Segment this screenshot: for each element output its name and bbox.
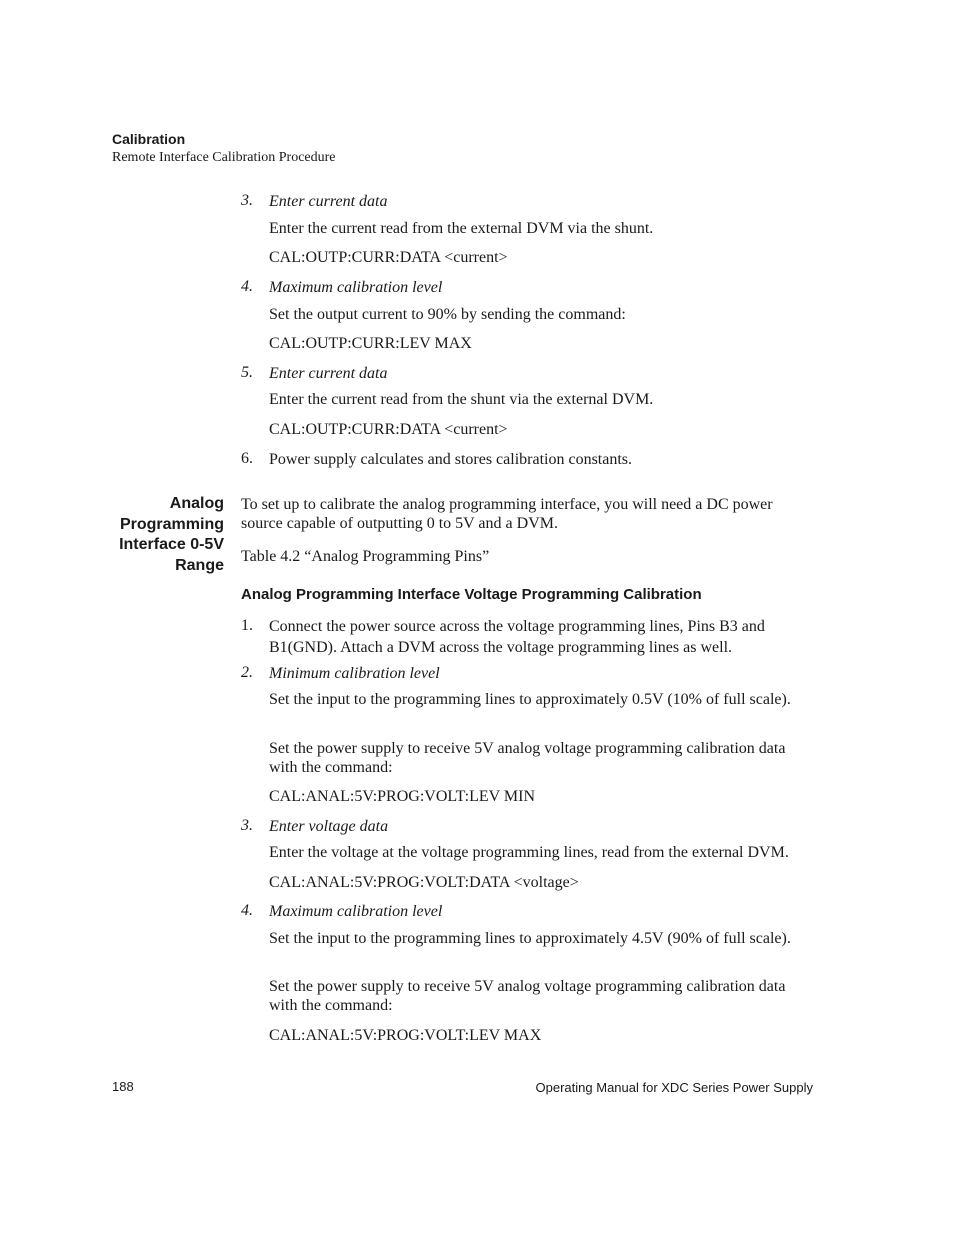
step-command: CAL:ANAL:5V:PROG:VOLT:DATA <voltage> bbox=[269, 874, 579, 891]
step-command: CAL:OUTP:CURR:DATA <current> bbox=[269, 421, 508, 438]
step-text: Set the input to the programming lines to approximately 4.5V (90% of full scale). bbox=[269, 930, 791, 947]
step-number: 5. bbox=[241, 364, 253, 381]
step-number: 6. bbox=[241, 450, 253, 467]
subsection-title: Remote Interface Calibration Procedure bbox=[112, 150, 336, 165]
intro-paragraph: To set up to calibrate the analog programming interface, you will need a DC power source capable of outputting 0 to 5V and a DVM. bbox=[241, 496, 773, 532]
table-reference: Table 4.2 “Analog Programming Pins” bbox=[241, 548, 490, 565]
subheading: Analog Programming Interface Voltage Programming Calibration bbox=[241, 586, 702, 603]
step-text: Connect the power source across the voltage programming lines, Pins B3 and B1(GND). Attach a DVM across the voltage programming lines as well. bbox=[269, 618, 765, 656]
step-title: Enter current data bbox=[269, 365, 388, 382]
step-title: Maximum calibration level bbox=[269, 279, 443, 296]
step-number: 4. bbox=[241, 278, 253, 295]
side-heading-line: Interface 0-5V bbox=[119, 536, 224, 553]
side-heading-line: Analog bbox=[169, 495, 224, 512]
step-text: Enter the current read from the external DVM via the shunt. bbox=[269, 220, 654, 237]
page-number: 188 bbox=[112, 1079, 134, 1094]
step-text-2: Set the power supply to receive 5V analog voltage programming calibration data with the command: bbox=[269, 978, 786, 1014]
step-text: Set the output current to 90% by sending the command: bbox=[269, 306, 626, 323]
step-text: Enter the current read from the shunt via the external DVM. bbox=[269, 391, 654, 408]
step-text-2: Set the power supply to receive 5V analog voltage programming calibration data with the command: bbox=[269, 740, 786, 776]
step-title: Minimum calibration level bbox=[269, 665, 440, 682]
side-heading bbox=[60, 494, 224, 576]
section-title: Calibration bbox=[112, 131, 186, 147]
side-heading-line: Range bbox=[175, 556, 224, 574]
step-text: Set the input to the programming lines to approximately 0.5V (10% of full scale). bbox=[269, 691, 791, 708]
step-number: 3. bbox=[241, 817, 253, 834]
step-number: 2. bbox=[241, 664, 253, 681]
step-title: Maximum calibration level bbox=[269, 903, 443, 920]
step-text: Enter the voltage at the voltage programming lines, read from the external DVM. bbox=[269, 844, 789, 861]
step-number: 3. bbox=[241, 192, 253, 209]
step-title: Enter current data bbox=[269, 193, 388, 210]
side-heading-line: Programming bbox=[119, 515, 224, 533]
step-text: Power supply calculates and stores calibration constants. bbox=[269, 451, 633, 468]
step-title: Enter voltage data bbox=[269, 818, 389, 835]
manual-title: Operating Manual for XDC Series Power Supply bbox=[535, 1080, 813, 1095]
step-number: 1. bbox=[241, 617, 253, 634]
step-number: 4. bbox=[241, 902, 253, 919]
step-command: CAL:OUTP:CURR:DATA <current> bbox=[269, 249, 508, 266]
step-command: CAL:ANAL:5V:PROG:VOLT:LEV MIN bbox=[269, 788, 536, 805]
step-command: CAL:ANAL:5V:PROG:VOLT:LEV MAX bbox=[269, 1027, 542, 1044]
step-command: CAL:OUTP:CURR:LEV MAX bbox=[269, 335, 472, 352]
